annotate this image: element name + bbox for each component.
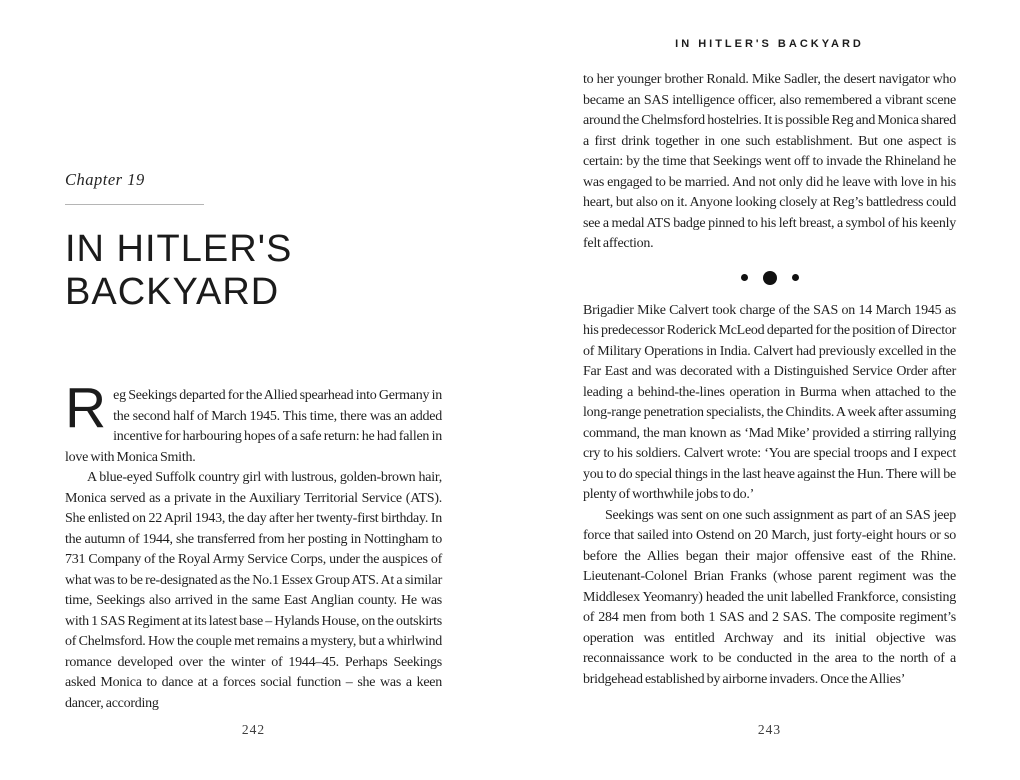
drop-cap: R	[65, 376, 107, 440]
section-break-dot-icon	[792, 274, 799, 281]
chapter-title-line-2: BACKYARD	[65, 271, 280, 313]
paragraph: to her younger brother Ronald. Mike Sadler, the desert navigator who became an SAS intelligence officer, also remembered a vibrant scene around the Chelmsford hostelries. It is possible Reg and Monica shared a first drink together in one such establishment. But one aspect is certain: by the time that Seekings went off to invade the Rhineland he was engaged to be married. And not only did he leave with love in his heart, but also on it. Anyone looking closely at Reg’s battledress could see a medal ATS badge pinned to his left breast, a symbol of his keenly felt affection.	[583, 72, 956, 251]
running-header: IN HITLER'S BACKYARD	[675, 38, 864, 50]
right-page-body	[583, 70, 956, 690]
right-page	[583, 0, 956, 780]
paragraph: A blue-eyed Suffolk country girl with lustrous, golden-brown hair, Monica served as a private in the Auxiliary Territorial Service (ATS). She enlisted on 22 April 1943, the day after her twenty-first birthday. In the autumn of 1944, she transferred from her posting in Nottingham to 731 Company of the Royal Army Service Corps, under the auspices of what was to be re-designated as the No.1 Essex Group ATS. At a similar time, Seekings also arrived in the same East Anglian county. He was with 1 SAS Regiment at its latest base – Hylands House, on the outskirts of Chelmsford. How the couple met remains a mystery, but a whirlwind romance developed over the winter of 1944–45. Perhaps Seekings asked Monica to dance at a forces social function – she was a keen dancer, according	[65, 470, 442, 711]
section-break-dot-icon	[763, 271, 777, 285]
page-number-right: 243	[583, 722, 956, 738]
left-page-body	[65, 376, 442, 714]
page-number-left: 242	[65, 722, 442, 738]
chapter-title-line-1: IN HITLER'S	[65, 228, 293, 270]
chapter-title	[65, 228, 292, 314]
left-page	[65, 0, 442, 780]
paragraph	[65, 376, 442, 468]
section-break-ornament	[583, 268, 956, 288]
chapter-rule-divider	[65, 204, 204, 205]
paragraph: Seekings was sent on one such assignment as part of an SAS jeep force that sailed into Ostend on 20 March, just forty-eight hours or so before the Allies began their major offensive east of the Rhine. Lieutenant-Colonel Brian Franks (whose parent regiment was the Middlesex Yeomanry) headed the unit labelled Frankforce, consisting of 284 men from both 1 SAS and 2 SAS. The composite regiment’s operation was entitled Archway and its initial objective was reconnaissance work to be conducted in the area to the north of a bridgehead established by airborne invaders. Once the Allies’	[583, 507, 956, 687]
section-break-dot-icon	[741, 274, 748, 281]
paragraph-text: eg Seekings departed for the Allied spearhead into Germany in the second half of March 1945. This time, there was an added incentive for harbouring hopes of a safe return: he had fallen in love with Monica Smith.	[65, 388, 442, 465]
paragraph: Brigadier Mike Calvert took charge of the SAS on 14 March 1945 as his predecessor Roderick McLeod departed for the position of Director of Military Operations in India. Calvert had previously excelled in the Far East and was decorated with a Distinguished Service Order after leading a behind-the-lines operation in Burma when attached to the long-range penetration specialists, the Chindits. A week after assuming command, the man known as ‘Mad Mike’ provided a stirring rallying cry to his soldiers. Calvert wrote: ‘You are special troops and I expect you to do special things in the last heave against the Hun. There will be plenty of worthwhile jobs to do.’	[583, 302, 956, 502]
chapter-label: Chapter 19	[65, 170, 145, 189]
